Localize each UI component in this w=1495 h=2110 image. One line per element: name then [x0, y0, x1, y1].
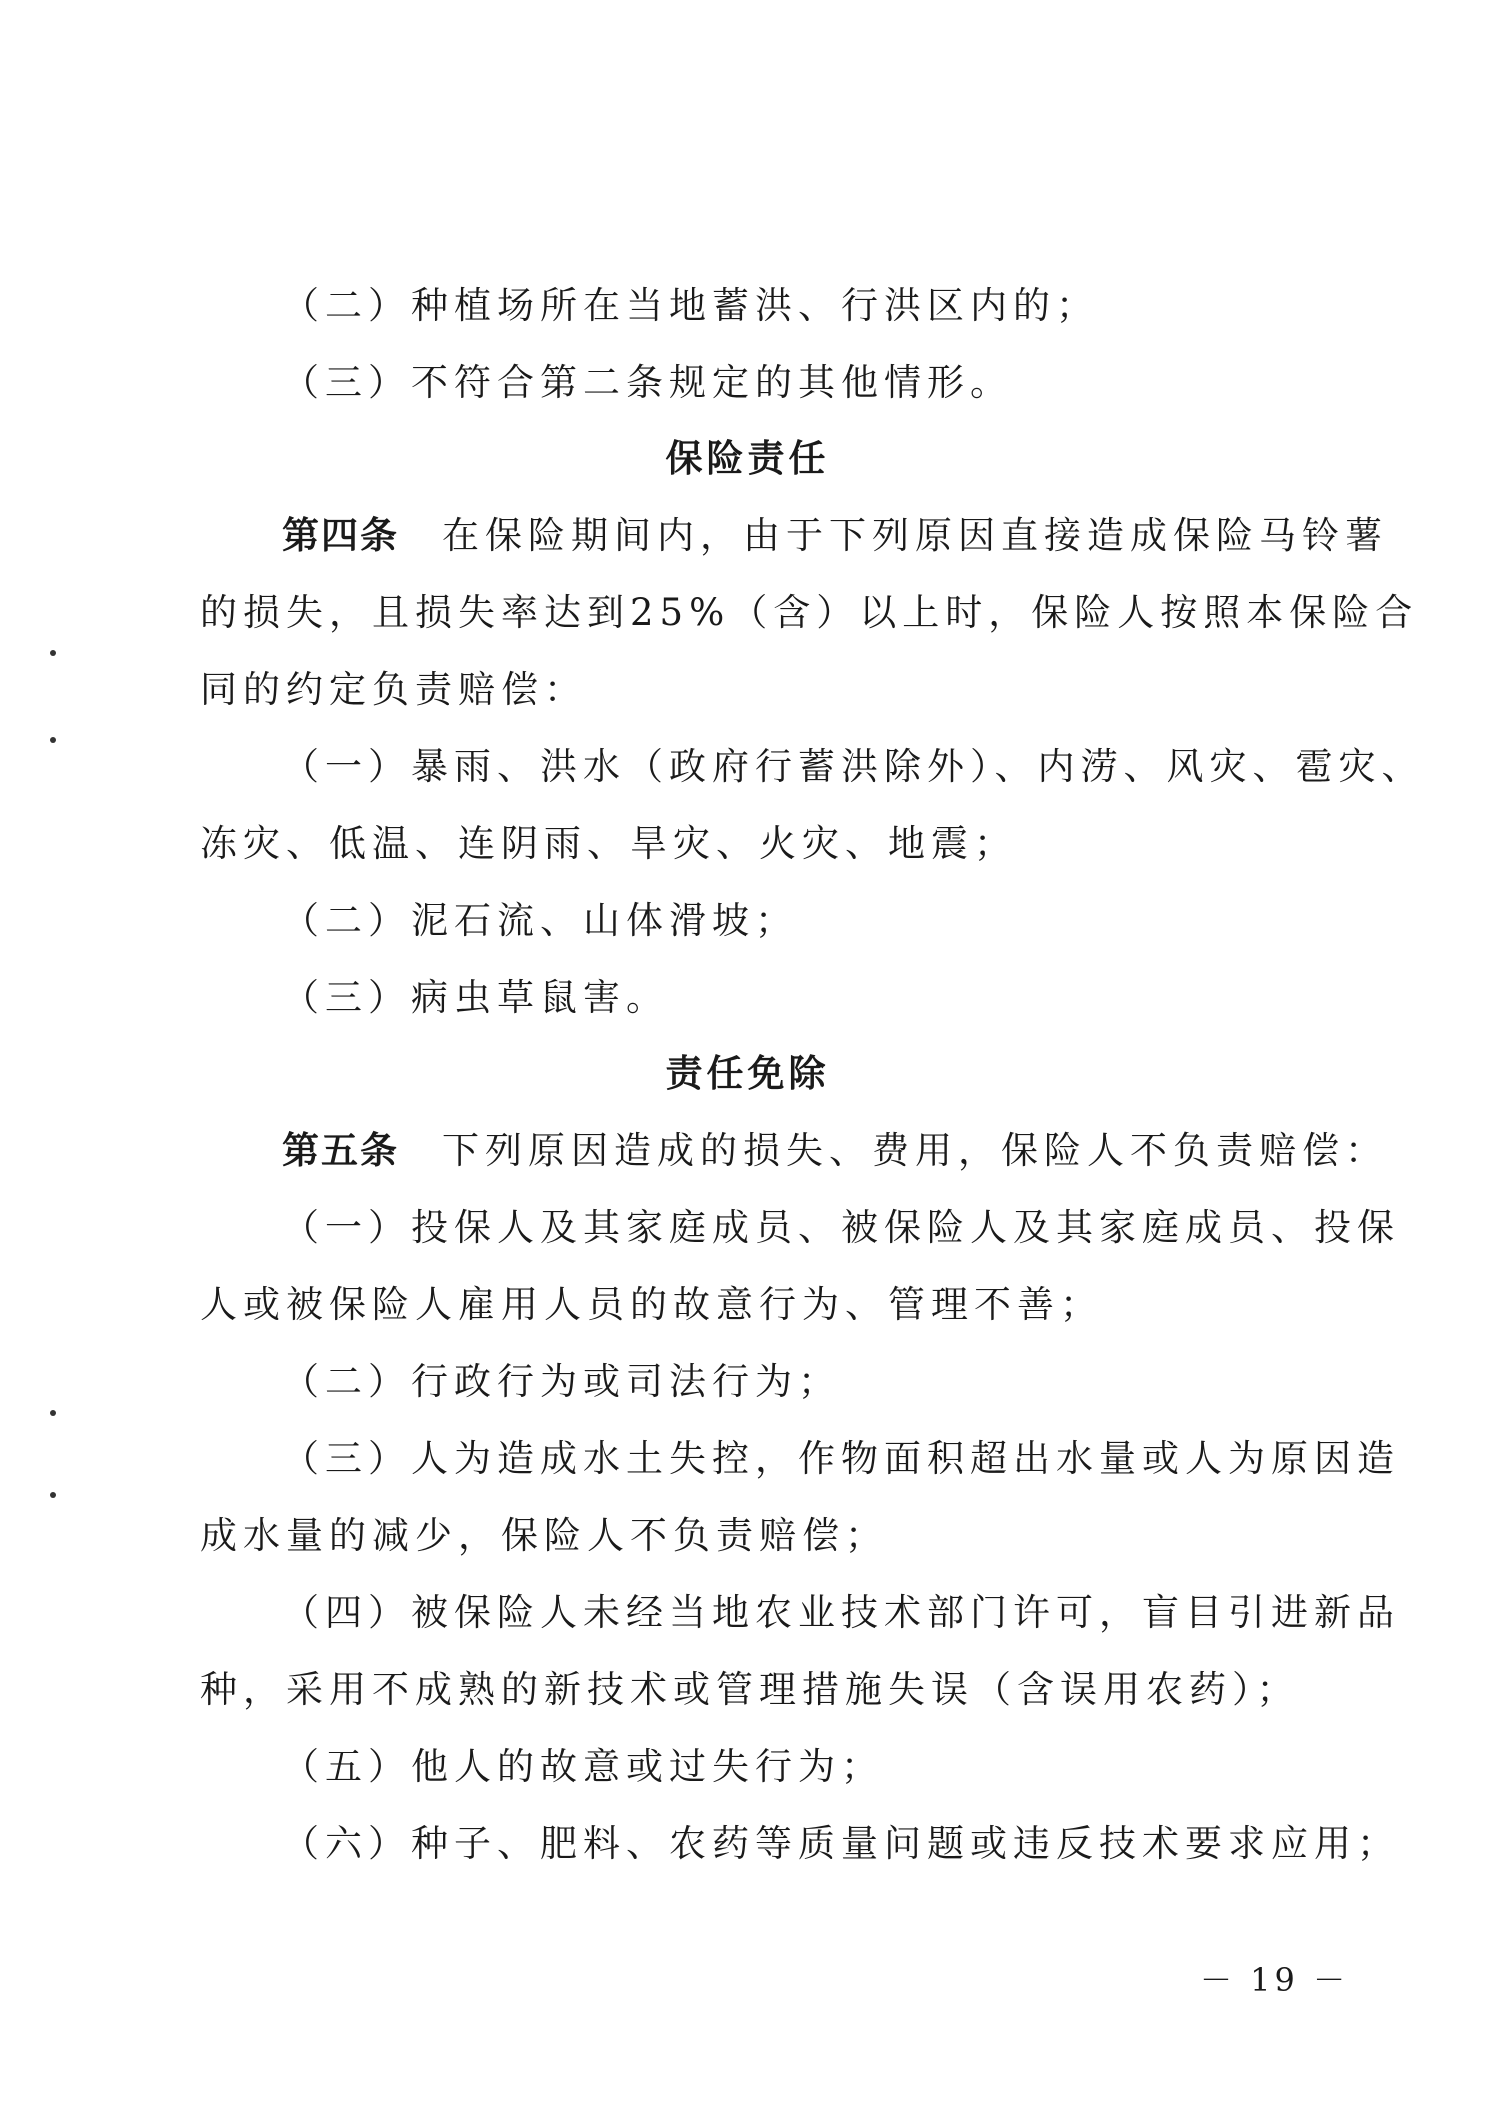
- margin-mark: [50, 1410, 56, 1416]
- paragraph-line: 种，采用不成熟的新技术或管理措施失误（含误用农药）；: [200, 1668, 1300, 1711]
- section-heading: 保险责任: [665, 437, 830, 480]
- paragraph-line: 成水量的减少，保险人不负责赔偿；: [200, 1514, 888, 1557]
- margin-mark: [50, 1492, 56, 1498]
- article-label: 第四条: [282, 514, 399, 557]
- paragraph-line: 的损失，且损失率达到25%（含）以上时，保险人按照本保险合: [200, 591, 1419, 634]
- article-label: 第五条: [282, 1129, 399, 1172]
- paragraph-line: （二）种植场所在当地蓄洪、行洪区内的；: [282, 284, 1099, 327]
- paragraph-line: （四）被保险人未经当地农业技术部门许可，盲目引进新品: [282, 1591, 1400, 1634]
- paragraph-line: （三）病虫草鼠害。: [282, 976, 669, 1019]
- page-number: － 19 －: [1200, 1961, 1350, 1999]
- paragraph-line: （二）泥石流、山体滑坡；: [282, 899, 798, 942]
- margin-mark: [50, 737, 56, 743]
- paragraph-line: （二）行政行为或司法行为；: [282, 1360, 841, 1403]
- paragraph-line: （三）人为造成水土失控，作物面积超出水量或人为原因造: [282, 1437, 1400, 1480]
- paragraph-line: 人或被保险人雇用人员的故意行为、管理不善；: [200, 1283, 1103, 1326]
- paragraph-line: （一）投保人及其家庭成员、被保险人及其家庭成员、投保: [282, 1206, 1400, 1249]
- paragraph-line: （六）种子、肥料、农药等质量问题或违反技术要求应用；: [282, 1822, 1400, 1865]
- section-heading: 责任免除: [665, 1052, 830, 1095]
- paragraph-line: 冻灾、低温、连阴雨、旱灾、火灾、地震；: [200, 822, 1017, 865]
- article-text: 下列原因造成的损失、费用，保险人不负责赔偿：: [399, 1129, 1388, 1172]
- paragraph-line: 同的约定负责赔偿：: [200, 668, 587, 711]
- article-line: [282, 505, 1388, 559]
- margin-mark: [50, 650, 56, 656]
- paragraph-line: （三）不符合第二条规定的其他情形。: [282, 361, 1013, 404]
- article-line: [282, 1120, 1388, 1174]
- paragraph-line: （五）他人的故意或过失行为；: [282, 1745, 884, 1788]
- paragraph-line: （一）暴雨、洪水（政府行蓄洪除外）、内涝、风灾、雹灾、: [282, 745, 1425, 788]
- article-text: 在保险期间内，由于下列原因直接造成保险马铃薯: [399, 514, 1388, 557]
